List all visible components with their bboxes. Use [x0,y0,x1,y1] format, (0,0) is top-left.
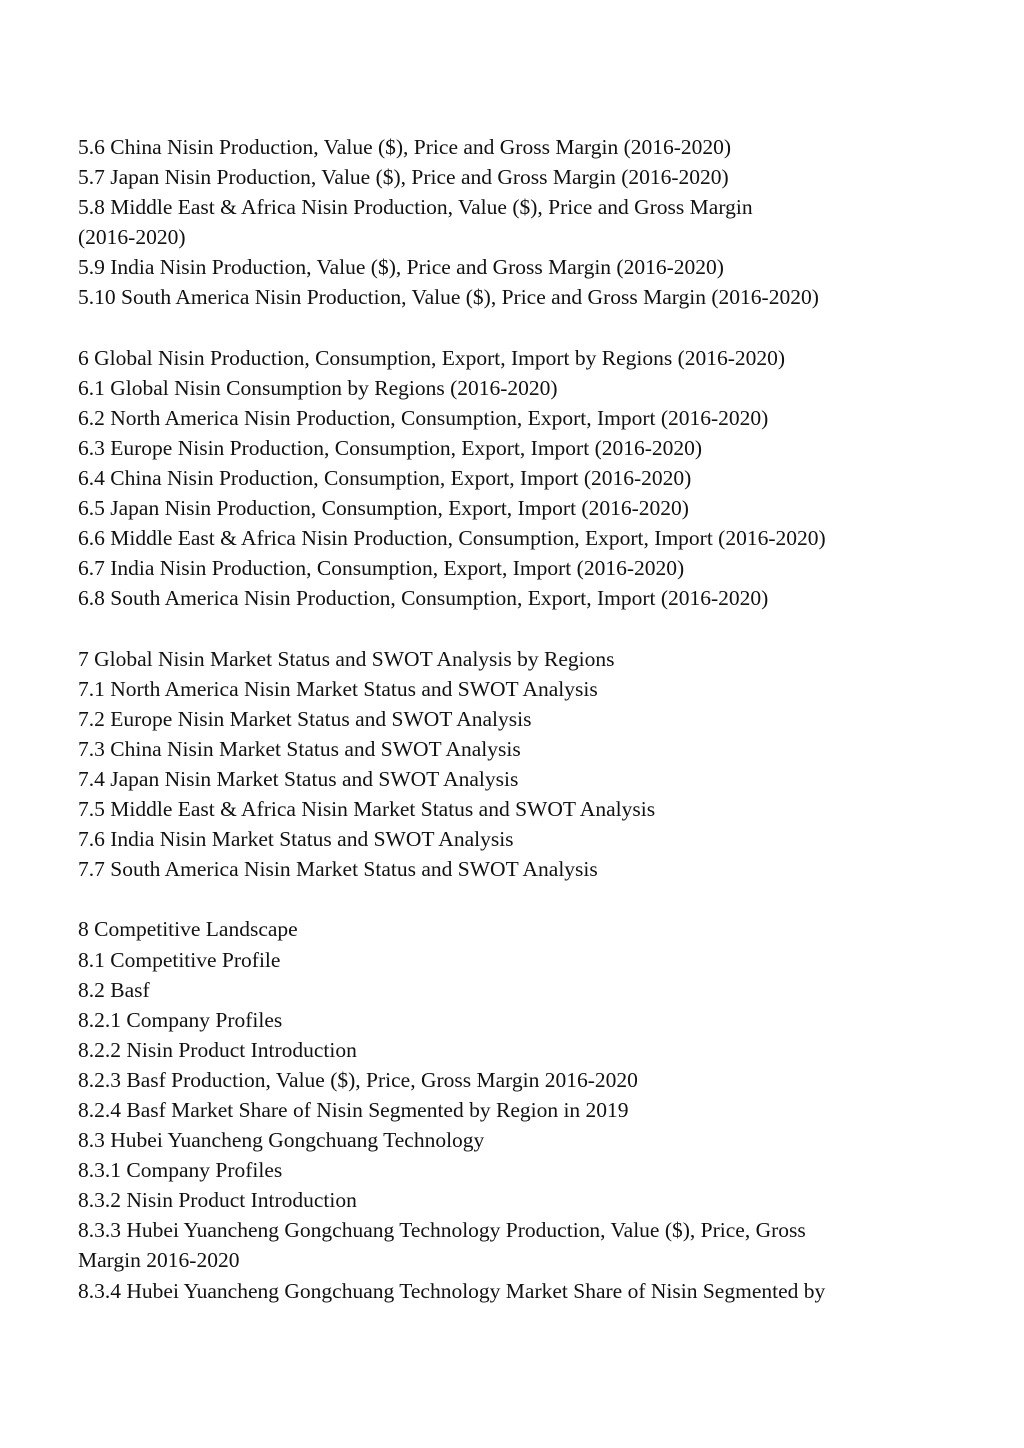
toc-entry: 7.1 North America Nisin Market Status and SWOT Analysis [78,676,598,701]
toc-heading: 8 Competitive Landscape [78,917,298,942]
toc-entry: 6.6 Middle East & Africa Nisin Production, Consumption, Export, Import (2016-2020) [78,526,826,551]
toc-entry: 8.2.1 Company Profiles [78,1007,283,1032]
toc-heading: 6 Global Nisin Production, Consumption, Export, Import by Regions (2016-2020) [78,345,786,370]
toc-entry: 5.9 India Nisin Production, Value ($), Price and Gross Margin (2016-2020) [78,255,724,280]
toc-entry: 8.2.2 Nisin Product Introduction [78,1037,357,1062]
toc-entry: 6.8 South America Nisin Production, Consumption, Export, Import (2016-2020) [78,586,769,611]
toc-entry: 6.1 Global Nisin Consumption by Regions (2016-2020) [78,375,558,400]
toc-entry: 8.3.1 Company Profiles [78,1158,283,1183]
toc-entry: 6.7 India Nisin Production, Consumption, Export, Import (2016-2020) [78,556,685,581]
toc-entry: 7.4 Japan Nisin Market Status and SWOT Analysis [78,766,519,791]
toc-entry: 7.6 India Nisin Market Status and SWOT Analysis [78,827,514,852]
toc-entry: 6.5 Japan Nisin Production, Consumption, Export, Import (2016-2020) [78,496,689,521]
toc-section-5 [78,132,948,313]
toc-entry-continuation: Margin 2016-2020 [78,1248,240,1273]
toc-heading: 7 Global Nisin Market Status and SWOT Analysis by Regions [78,646,615,671]
toc-entry: 8.2 Basf [78,977,150,1002]
toc-entry: 5.6 China Nisin Production, Value ($), Price and Gross Margin (2016-2020) [78,135,732,159]
toc-section-6 [78,343,948,614]
section-gap [78,884,948,914]
toc-entry: 8.1 Competitive Profile [78,947,281,972]
toc-entry: 8.2.4 Basf Market Share of Nisin Segmented by Region in 2019 [78,1098,629,1122]
toc-entry: 6.4 China Nisin Production, Consumption, Export, Import (2016-2020) [78,466,692,491]
table-of-contents [78,132,948,1306]
toc-entry: 5.10 South America Nisin Production, Value ($), Price and Gross Margin (2016-2020) [78,285,819,310]
toc-entry: 7.5 Middle East & Africa Nisin Market Status and SWOT Analysis [78,797,656,822]
toc-entry: 8.3.4 Hubei Yuancheng Gongchuang Technology Market Share of Nisin Segmented by [78,1278,826,1303]
section-gap [78,313,948,343]
toc-entry: 7.7 South America Nisin Market Status and SWOT Analysis [78,857,598,882]
toc-entry: 8.2.3 Basf Production, Value ($), Price, Gross Margin 2016-2020 [78,1067,638,1092]
toc-section-7 [78,644,948,885]
toc-entry: 5.8 Middle East & Africa Nisin Production, Value ($), Price and Gross Margin [78,195,753,220]
toc-entry: 8.3 Hubei Yuancheng Gongchuang Technology [78,1128,485,1153]
toc-entry: 8.3.2 Nisin Product Introduction [78,1188,357,1213]
toc-entry: 5.7 Japan Nisin Production, Value ($), Price and Gross Margin (2016-2020) [78,165,729,190]
section-gap [78,614,948,644]
toc-section-8 [78,914,948,1305]
toc-entry: 7.2 Europe Nisin Market Status and SWOT Analysis [78,706,532,731]
toc-entry: 8.3.3 Hubei Yuancheng Gongchuang Technology Production, Value ($), Price, Gross [78,1218,806,1243]
toc-entry: 7.3 China Nisin Market Status and SWOT Analysis [78,736,521,761]
toc-entry: 6.3 Europe Nisin Production, Consumption, Export, Import (2016-2020) [78,435,703,460]
toc-entry-continuation: (2016-2020) [78,225,186,250]
toc-entry: 6.2 North America Nisin Production, Consumption, Export, Import (2016-2020) [78,405,769,430]
